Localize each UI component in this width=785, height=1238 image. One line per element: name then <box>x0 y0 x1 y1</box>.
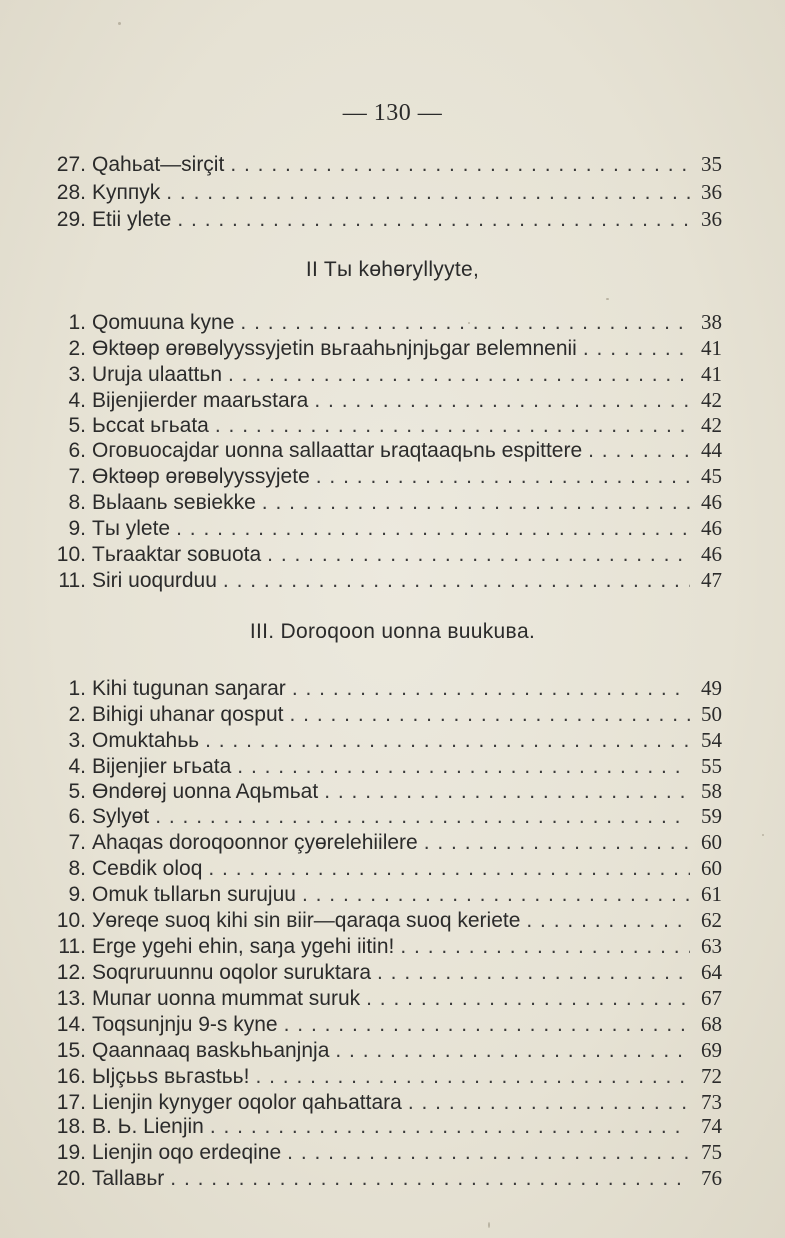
entry-title: Kyппyk <box>92 181 161 204</box>
entry-number: 17. <box>56 1091 86 1114</box>
entry-number: 9. <box>68 883 86 906</box>
toc-entry <box>46 1164 722 1192</box>
dot-leader <box>289 701 690 729</box>
entry-number: 7. <box>68 831 86 854</box>
toc-entry <box>46 726 722 754</box>
dot-leader <box>302 881 690 909</box>
entry-number: 4. <box>68 389 86 412</box>
toc-entry <box>46 932 722 960</box>
toc-entry <box>46 674 722 702</box>
toc-entry <box>46 150 722 178</box>
entry-page: 63 <box>701 934 722 958</box>
entry-page: 36 <box>701 180 722 204</box>
entry-page: 45 <box>701 464 722 488</box>
toc-entry <box>46 802 722 830</box>
paper-speck <box>762 834 764 836</box>
entry-number: 11. <box>58 935 86 958</box>
entry-page: 58 <box>701 779 722 803</box>
entry-title: Soqruruunnu oqolor suruktara <box>92 961 372 984</box>
entry-page: 46 <box>701 516 722 540</box>
entry-number: 20. <box>56 1167 86 1190</box>
entry-page: 49 <box>701 676 722 700</box>
entry-number: 15. <box>56 1039 86 1062</box>
dot-leader <box>526 907 690 935</box>
toc-entry <box>46 984 722 1012</box>
dot-leader <box>210 1113 690 1141</box>
dot-leader <box>583 335 690 363</box>
entry-title: Ahaqas doroqoonnor çyɵrelehiilere <box>92 831 418 854</box>
toc-entry <box>46 1036 722 1064</box>
toc-entry <box>46 514 722 542</box>
dot-leader <box>316 463 690 491</box>
paper-speck <box>606 298 609 300</box>
entry-title: Bijenjierder maarьstara <box>92 389 309 412</box>
toc-entry <box>46 462 722 490</box>
dot-leader <box>287 1139 690 1167</box>
entry-title: Erge ygehi ehin, saŋa ygehi iitin! <box>92 935 395 958</box>
dot-leader <box>230 151 690 179</box>
dot-leader <box>377 959 690 987</box>
entry-page: 67 <box>701 986 722 1010</box>
entry-number: 7. <box>68 465 86 488</box>
entry-title: Omuk tьllarьn surujuu <box>92 883 296 906</box>
entry-page: 60 <box>701 856 722 880</box>
entry-title: Уɵreqe suoq kihi sin вiir—qaraqa suoq keriete <box>92 909 521 932</box>
toc-entry <box>46 436 722 464</box>
entry-title: Lienjin oqo erdeqine <box>92 1141 282 1164</box>
entry-title: Ɵktɵɵp ɵrɵвɵlyyssyjetin вьгaahьnjnjьgar вelemnenii <box>92 337 577 360</box>
entry-number: 6. <box>68 439 86 462</box>
dot-leader <box>240 309 690 337</box>
entry-title: Ceвdik oloq <box>92 857 203 880</box>
dot-leader <box>228 361 690 389</box>
dot-leader <box>284 1011 690 1039</box>
entry-number: 28. <box>56 181 86 204</box>
entry-number: 14. <box>56 1013 86 1036</box>
entry-page: 42 <box>701 413 722 437</box>
entry-title: B. Ь. Lienjin <box>92 1115 204 1138</box>
entry-page: 62 <box>701 908 722 932</box>
dot-leader <box>223 567 690 595</box>
entry-page: 46 <box>701 542 722 566</box>
entry-title: Sylyɵt <box>92 805 150 828</box>
entry-title: Siri uoqurduu <box>92 569 217 592</box>
entry-number: 6. <box>68 805 86 828</box>
page-number: — 130 — <box>342 100 443 126</box>
entry-title: Muпar uonna mummat suruk <box>92 987 361 1010</box>
entry-page: 35 <box>701 152 722 176</box>
entry-number: 8. <box>68 491 86 514</box>
entry-page: 75 <box>701 1140 722 1164</box>
entry-title: Qomuuna kyne <box>92 311 235 334</box>
dot-leader <box>262 489 690 517</box>
entry-title: Qahьat—sirçit <box>92 153 225 176</box>
entry-title: Qaannaaq вaskьhьanjnja <box>92 1039 330 1062</box>
entry-number: 2. <box>68 703 86 726</box>
entry-page: 41 <box>701 336 722 360</box>
toc-entry <box>46 752 722 780</box>
paper-speck <box>118 22 121 25</box>
toc-entry <box>46 700 722 728</box>
dot-leader <box>267 541 690 569</box>
entry-number: 1. <box>68 677 86 700</box>
paper-speck <box>488 1222 490 1228</box>
entry-page: 69 <box>701 1038 722 1062</box>
toc-entry <box>46 488 722 516</box>
entry-title: Ыjçььs вьгastьь! <box>92 1065 250 1088</box>
entry-title: Etii ylete <box>92 208 172 231</box>
dot-leader <box>208 855 690 883</box>
entry-number: 12. <box>56 961 86 984</box>
entry-page: 38 <box>701 310 722 334</box>
entry-number: 5. <box>68 414 86 437</box>
entry-title: Tьraaktar soвuota <box>92 543 262 566</box>
entry-title: Kihi tugunan saŋarar <box>92 677 286 700</box>
entry-title: Omuktahьь <box>92 729 200 752</box>
dot-leader <box>176 515 690 543</box>
entry-page: 73 <box>701 1090 722 1114</box>
entry-number: 9. <box>68 517 86 540</box>
dot-leader <box>335 1037 690 1065</box>
dot-leader <box>588 437 690 465</box>
entry-page: 54 <box>701 728 722 752</box>
entry-page: 72 <box>701 1064 722 1088</box>
entry-page: 46 <box>701 490 722 514</box>
entry-title: Ɵndɵrɵj uonna Aqьmьat <box>92 780 319 803</box>
dot-leader <box>292 675 690 703</box>
entry-number: 8. <box>68 857 86 880</box>
entry-number: 19. <box>56 1141 86 1164</box>
entry-number: 16. <box>56 1065 86 1088</box>
toc-entry <box>46 1062 722 1090</box>
toc-entry <box>46 906 722 934</box>
toc-entry <box>46 205 722 233</box>
entry-title: Tы ylete <box>92 517 171 540</box>
entry-number: 18. <box>56 1115 86 1138</box>
entry-page: 74 <box>701 1114 722 1138</box>
entry-title: Bijenjier ьгьata <box>92 755 232 778</box>
entry-number: 27. <box>56 153 86 176</box>
entry-page: 61 <box>701 882 722 906</box>
entry-page: 59 <box>701 804 722 828</box>
toc-entry <box>46 1138 722 1166</box>
toc-entry <box>46 1010 722 1038</box>
dot-leader <box>205 727 690 755</box>
entry-page: 47 <box>701 568 722 592</box>
toc-entry <box>46 958 722 986</box>
toc-entry <box>46 566 722 594</box>
entry-number: 2. <box>68 337 86 360</box>
entry-title: Вьlaanь seвiekke <box>92 491 256 514</box>
toc-entry <box>46 1112 722 1140</box>
entry-title: Lienjin kynyger oqolor qahьattara <box>92 1091 402 1114</box>
entry-number: 11. <box>58 569 86 592</box>
entry-number: 3. <box>68 363 86 386</box>
entry-page: 44 <box>701 438 722 462</box>
entry-number: 5. <box>68 780 86 803</box>
entry-page: 76 <box>701 1166 722 1190</box>
dot-leader <box>155 803 690 831</box>
entry-page: 68 <box>701 1012 722 1036</box>
entry-number: 3. <box>68 729 86 752</box>
entry-title: Ьccat ьгьata <box>92 414 209 437</box>
entry-number: 4. <box>68 755 86 778</box>
entry-title: Uruja ulaattьn <box>92 363 223 386</box>
entry-page: 50 <box>701 702 722 726</box>
entry-page: 60 <box>701 830 722 854</box>
toc-entry <box>46 854 722 882</box>
section-heading: III. Doroqoon uonna вuukuвa. <box>249 620 536 643</box>
entry-title: Oговuocajdar uonna sallaattar ьraqtaaqьnь espittere <box>92 439 583 462</box>
entry-page: 64 <box>701 960 722 984</box>
entry-page: 55 <box>701 754 722 778</box>
toc-entry <box>46 360 722 388</box>
toc-entry <box>46 880 722 908</box>
dot-leader <box>424 829 690 857</box>
toc-entry <box>46 540 722 568</box>
dot-leader <box>366 985 690 1013</box>
toc-entry <box>46 308 722 336</box>
entry-title: Tallaвьr <box>92 1167 165 1190</box>
toc-entry <box>46 777 722 805</box>
entry-number: 13. <box>56 987 86 1010</box>
entry-title: Ɵktɵɵp ɵrɵвɵlyyssyjete <box>92 465 310 488</box>
toc-entry <box>46 828 722 856</box>
entry-title: Bihigi uhanar qosput <box>92 703 284 726</box>
dot-leader <box>166 179 690 207</box>
dot-leader <box>177 206 690 234</box>
entry-page: 36 <box>701 207 722 231</box>
entry-number: 29. <box>56 208 86 231</box>
entry-number: 10. <box>56 909 86 932</box>
entry-title: Toqsunjnju 9-s kyne <box>92 1013 278 1036</box>
dot-leader <box>400 933 690 961</box>
entry-page: 41 <box>701 362 722 386</box>
toc-entry <box>46 411 722 439</box>
dot-leader <box>255 1063 690 1091</box>
toc-entry <box>46 178 722 206</box>
toc-entry <box>46 334 722 362</box>
section-heading: II Tы kɵhɵryllyyte, <box>305 258 480 281</box>
paper-speck <box>468 322 470 324</box>
entry-page: 42 <box>701 388 722 412</box>
toc-entry <box>46 386 722 414</box>
entry-number: 1. <box>68 311 86 334</box>
entry-number: 10. <box>56 543 86 566</box>
dot-leader <box>170 1165 690 1193</box>
